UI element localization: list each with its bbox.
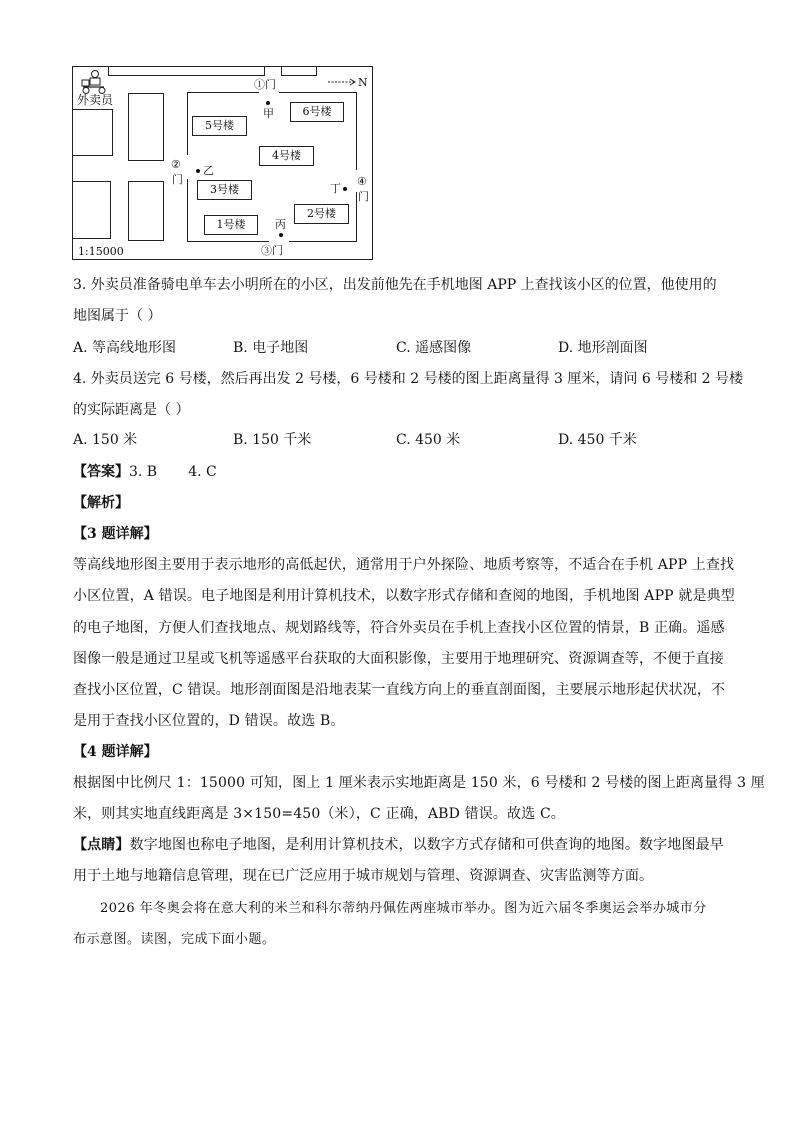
point-ding-label: 丁 bbox=[330, 182, 341, 195]
courier-label: 外卖员 bbox=[77, 93, 114, 107]
gate-3-label: ③门 bbox=[261, 244, 283, 257]
q4-stem-line2: 的实际距离是（ ） bbox=[73, 402, 190, 418]
building-3: 3号楼 bbox=[197, 180, 252, 200]
q4-option-c: C. 450 米 bbox=[396, 432, 461, 448]
tip-text: 数字地图也称电子地图，是利用计算机技术，以数字方式存储和可供查询的地图。数字地图最早 bbox=[129, 837, 724, 853]
tip-line2: 用于土地与地籍信息管理，现在已广泛应用于城市规划与管理、资源调查、灾害监测等方面。 bbox=[73, 868, 654, 884]
detail3-line: 查找小区位置，C 错误。地形剖面图是沿地表某一直线方向上的垂直剖面图，主要展示地形起伏状况，不 bbox=[73, 682, 726, 698]
q4-stem-line1: 4. 外卖员送完 6 号楼，然后再出发 2 号楼，6 号楼和 2 号楼的图上距离量得 3 厘米，请问 6 号楼和 2 号楼 bbox=[73, 371, 744, 387]
north-arrow-icon bbox=[327, 77, 357, 87]
detail3-line: 图像一般是通过卫星或飞机等遥感平台获取的大面积影像，主要用于地理研究、资源调查等，不便于直接 bbox=[73, 651, 724, 667]
building-2: 2号楼 bbox=[294, 204, 349, 224]
analysis-tag: 【解析】 bbox=[73, 495, 129, 511]
gate-1-label: ①门 bbox=[254, 78, 276, 91]
building-6: 6号楼 bbox=[290, 102, 344, 122]
neighborhood-map bbox=[72, 66, 373, 260]
q3-option-a: A. 等高线地形图 bbox=[73, 340, 177, 356]
building-4: 4号楼 bbox=[259, 146, 314, 166]
top-road-block bbox=[108, 67, 265, 76]
left-block bbox=[128, 181, 164, 241]
point-bing-label: 丙 bbox=[275, 218, 286, 231]
building-1: 1号楼 bbox=[204, 215, 258, 235]
detail3-line: 是用于查找小区位置的，D 错误。故选 B。 bbox=[73, 713, 345, 729]
gate-2-word: 门 bbox=[172, 173, 183, 186]
point-yi-label: 乙 bbox=[203, 164, 214, 177]
tip-line1 bbox=[73, 835, 724, 855]
answer-tag: 【答案】 bbox=[73, 464, 129, 480]
left-block bbox=[128, 93, 164, 161]
detail3-line: 的电子地图，方便人们查找地点、规划路线等，符合外卖员在手机上查找小区位置的情景，B 正确。遥感 bbox=[73, 620, 725, 636]
detail4-line: 米，则其实地直线距离是 3×150=450（米），C 正确，ABD 错误。故选 C。 bbox=[73, 806, 565, 822]
map-scale: 1:15000 bbox=[78, 245, 124, 258]
detail3-line: 等高线地形图主要用于表示地形的高低起伏，通常用于户外探险、地质考察等，不适合在手机 APP 上查找 bbox=[73, 557, 735, 573]
detail4-line: 根据图中比例尺 1：15000 可知，图上 1 厘米表示实地距离是 150 米，6 号楼和 2 号楼的图上距离量得 3 厘 bbox=[73, 775, 765, 791]
q4-option-d: D. 450 千米 bbox=[558, 432, 637, 448]
gate-opening bbox=[184, 155, 190, 179]
detail4-heading: 【4 题详解】 bbox=[73, 744, 158, 760]
answer-line bbox=[73, 462, 217, 482]
q3-stem-line1: 3. 外卖员准备骑电单车去小明所在的小区，出发前他先在手机地图 APP 上查找该小区的位置，他使用的 bbox=[73, 277, 717, 293]
point-jia-dot bbox=[266, 101, 270, 105]
q3-stem-line2: 地图属于（ ） bbox=[73, 308, 162, 324]
north-label: N bbox=[358, 76, 368, 89]
left-block bbox=[73, 109, 113, 156]
q3-option-d: D. 地形剖面图 bbox=[558, 340, 648, 356]
answer-text: 3. B 4. C bbox=[129, 464, 217, 480]
building-5: 5号楼 bbox=[192, 116, 247, 136]
intro-line2: 布示意图。读图，完成下面小题。 bbox=[73, 932, 276, 947]
point-bing-dot bbox=[279, 233, 283, 237]
gate-2-number: ② bbox=[171, 158, 181, 171]
point-ding-dot bbox=[343, 187, 347, 191]
q4-option-a: A. 150 米 bbox=[73, 432, 138, 448]
courier-scooter-icon bbox=[79, 69, 109, 95]
tip-tag: 【点睛】 bbox=[73, 837, 130, 853]
detail3-line: 小区位置，A 错误。电子地图是利用计算机技术，以数字形式存储和查阅的地图，手机地图 APP 就是典型 bbox=[73, 588, 735, 604]
left-block bbox=[73, 181, 111, 239]
q3-option-b: B. 电子地图 bbox=[233, 340, 309, 356]
gate-4-number: ④ bbox=[357, 175, 367, 188]
detail3-heading: 【3 题详解】 bbox=[73, 526, 158, 542]
point-jia-label: 甲 bbox=[263, 107, 274, 120]
top-road-block-right bbox=[281, 67, 317, 76]
q4-option-b: B. 150 千米 bbox=[233, 432, 312, 448]
point-yi-dot bbox=[196, 169, 200, 173]
intro-line1: 2026 年冬奥会将在意大利的米兰和科尔蒂纳丹佩佐两座城市举办。图为近六届冬季奥运会举办城市分 bbox=[100, 901, 707, 916]
q3-option-c: C. 遥感图像 bbox=[396, 340, 472, 356]
gate-4-word: 门 bbox=[358, 190, 369, 203]
